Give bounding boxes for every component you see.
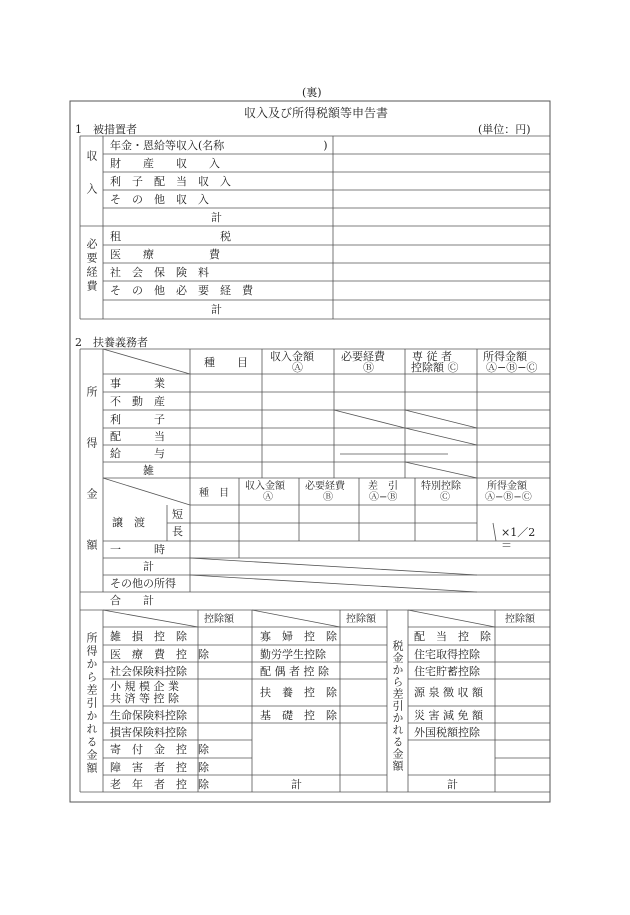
deduction-item: 障 害 者 控 除 [110,761,209,774]
income-total: 計 [211,211,222,224]
expense-side-label: 必要経費 [85,238,98,294]
col-header-income: 収入金額 [270,350,314,363]
deduction-item: 共 済 等 控 除 [110,692,179,705]
other-income-row: その他の所得 [110,577,176,590]
deduction-item: 社会保険料控除 [110,665,187,678]
tax-deduction-item: 配 当 控 除 [414,630,491,643]
transfer-short: 短 [172,508,183,521]
category-row: 事 業 [110,377,165,390]
tax-deduction-item: 源 泉 徴 収 額 [414,686,483,699]
transfer-header-special: 特別控除 [421,481,461,492]
income-row: 利 子 配 当 収 入 [110,175,231,188]
subtotal-row: 計 [143,560,154,573]
col-header-deduction: 控除額 Ⓒ [411,361,459,374]
deduction-item: 老 年 者 控 除 [110,778,209,791]
col-header-formula: Ⓐ−Ⓑ−Ⓒ [486,361,538,374]
col-header-expense: 必要経費 [341,350,385,363]
deduction-item: 寡 婦 控 除 [260,630,337,643]
transfer-header-diff-formula: Ⓐ−Ⓑ [369,492,398,503]
expense-row: 社 会 保 険 料 [110,266,209,279]
half-equals: ＝ [501,539,512,552]
category-row: 利 子 [110,413,165,426]
deduction-total: 計 [291,778,302,791]
tax-deduction-item: 住宅貯蓄控除 [414,665,480,678]
tax-deduction-total: 計 [447,778,458,791]
transfer-header-expense-mark: Ⓑ [323,492,333,503]
category-row: 給 与 [110,447,165,460]
section1-heading: 1 被措置者 [75,123,137,136]
income-amount-side-label: 所得金額 [85,386,98,590]
transfer-long: 長 [172,525,183,538]
expense-row: 医 療 費 [110,248,220,261]
transfer-header-diff: 差 引 [368,481,398,492]
deduction-item: 雑 損 控 除 [110,630,187,643]
form-title: 収入及び所得税額等申告書 [244,106,389,120]
tax-deduction-item: 外国税額控除 [414,726,480,739]
transfer-header-income-amount: 所得金額 [487,481,527,492]
deduction-amount-header: 控除額 [505,614,535,625]
expense-row: 租 税 [110,230,231,243]
deduction-amount-header: 控除額 [346,614,376,625]
transfer-header-income-mark: Ⓐ [263,492,273,503]
deduction-amount-header: 控除額 [204,614,234,625]
income-row: 年金・恩給等収入(名称 ) [110,139,328,152]
page-side-label: (裏) [302,86,322,99]
deduction-item: 小 規 模 企 業 [110,680,179,693]
income-side-label: 収入 [85,150,98,216]
tax-deduction-item: 住宅取得控除 [414,648,480,661]
deduction-item: 損害保険料控除 [110,726,187,739]
col-header-income-amount: 所得金額 [483,350,527,363]
category-row: 配 当 [110,430,165,443]
deduction-item: 医 療 費 控 除 [110,648,209,661]
col-header-family-worker: 専 従 者 [412,350,452,363]
transfer-header-formula: Ⓐ−Ⓑ−Ⓒ [485,492,532,503]
unit-label: (単位：円) [478,123,531,136]
transfer-label: 譲 渡 [112,516,145,529]
col-header-expense-mark: Ⓑ [363,361,374,374]
deduction-item: 配 偶 者 控 除 [260,665,329,678]
expense-total: 計 [211,303,222,316]
tax-deduction-side-label: 税金から差引かれる金額 [391,640,404,772]
transfer-header-special-mark: Ⓒ [440,492,450,503]
category-row: 不 動 産 [110,395,165,408]
onetime-row: 一 時 [110,543,165,556]
transfer-header-type: 種 目 [199,488,229,499]
transfer-header-income: 収入金額 [245,481,285,492]
col-header-income-mark: Ⓐ [292,361,303,374]
deduction-item: 寄 付 金 控 除 [110,743,209,756]
section2-heading: 2 扶養義務者 [75,336,148,349]
deduction-item: 基 礎 控 除 [260,709,337,722]
tax-deduction-item: 災 害 減 免 額 [414,709,483,722]
grand-total-row: 合 計 [110,594,154,607]
deduction-item: 扶 養 控 除 [260,686,337,699]
transfer-header-expense: 必要経費 [305,481,345,492]
col-header-type: 種 目 [204,356,248,369]
income-row: 財 産 収 入 [110,157,220,170]
category-row: 雑 [143,464,154,477]
deduction-item: 勤労学生控除 [260,648,326,661]
expense-row: そ の 他 必 要 経 費 [110,284,253,297]
deduction-side-label: 所得から差引かれる金額 [85,632,98,775]
income-row: そ の 他 収 入 [110,193,209,206]
half-formula: ×1／2 [501,526,536,539]
deduction-item: 生命保険料控除 [110,709,187,722]
